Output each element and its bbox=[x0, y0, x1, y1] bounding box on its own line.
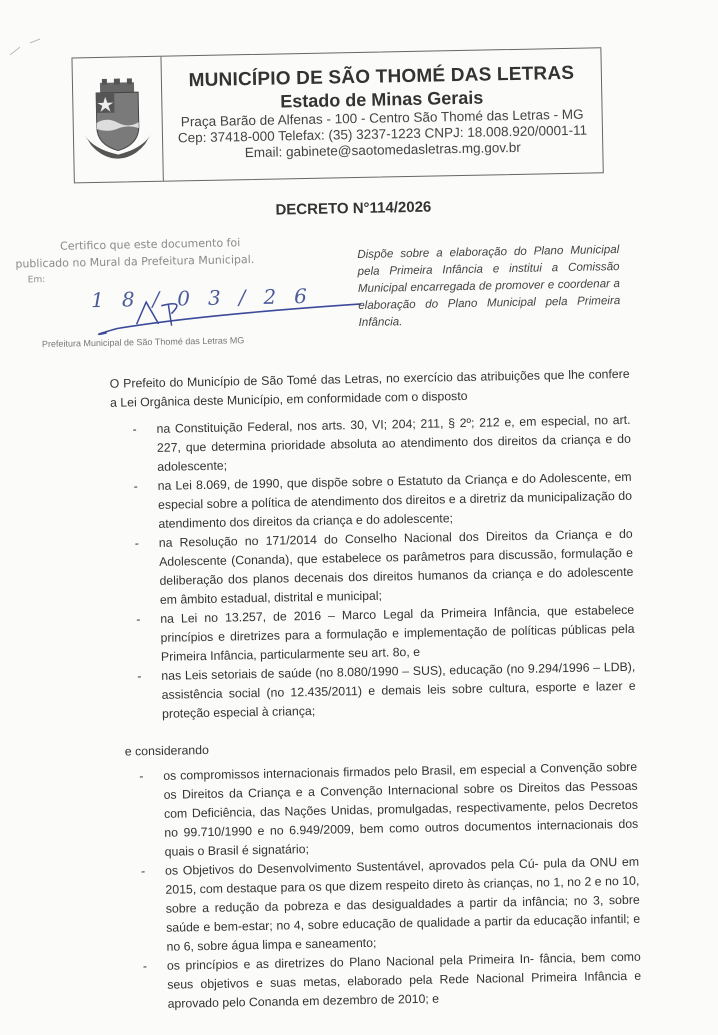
preamble: O Prefeito do Município de São Tomé das Letras, no exercício das atribuições que lhe confere a Lei Orgânica deste Município, em conformidade com o disposto bbox=[109, 366, 630, 410]
list-item: - nas Leis setoriais de saúde (no 8.080/1990 – SUS), educação (no 9.294/1996 – LDB), assistência social (no 12.435/2011) e demais leis sobre cultura, esporte e lazer e proteção especial à criança; bbox=[115, 658, 636, 725]
stamp-footer: Prefeitura Municipal de São Thomé das Letras MG bbox=[41, 335, 245, 350]
list-item: - na Resolução no 171/2014 do Conselho Nacional dos Direitos da Criança e do Adolescente (Conanda), que estabelece os parâmetros para discussão, formulação e deliberação dos planos decenais dos direitos humanos da criança e do adolescente em âmbito estadual, distrital e municipal; bbox=[113, 525, 634, 611]
state-name: Estado de Minas Gerais bbox=[280, 87, 484, 112]
stamp-date: 18/03/26 bbox=[90, 283, 326, 313]
contact-info: Cep: 37418-000 Telefax: (35) 3237-1223 CNPJ: 18.008.920/0001-11 bbox=[177, 122, 588, 146]
municipality-name: MUNICÍPIO DE SÃO THOMÉ DAS LETRAS bbox=[188, 62, 575, 92]
signature bbox=[76, 290, 367, 341]
stamp-date-prefix: Em: bbox=[27, 275, 46, 286]
list-item: - os princípios e as diretrizes do Plano Nacional pela Primeira In- fância, bem como seus objetivos e suas metas, elaborado pela Rede Nacional Primeira Infância e aprovado pelo Conanda em dezembro de 2010; e bbox=[121, 948, 642, 1015]
stamp-line-1: Certifico que este documento foi bbox=[59, 236, 241, 253]
decree-summary: Dispõe sobre a elaboração do Plano Municipal pela Primeira Infância e institui a Comissão Municipal encarregada de promover e coordenar a elaboração do Plano Municipal pela Primeira Infância. bbox=[357, 242, 621, 329]
publication-stamp bbox=[15, 234, 274, 290]
letterhead-text bbox=[161, 48, 602, 180]
considering-label: e considerando bbox=[124, 742, 209, 759]
list-item: - na Constituição Federal, nos arts. 30, VI; 204; 211, § 2º; 212 e, em especial, no art. 227, que determina prioridade absoluta ao atendimento dos direitos da criança e do adolescente; bbox=[110, 411, 631, 478]
legal-basis-list bbox=[110, 411, 636, 725]
coat-of-arms-icon bbox=[82, 78, 154, 161]
logo-cell bbox=[72, 57, 163, 183]
list-item: - na Lei 8.069, de 1990, que dispõe sobre o Estatuto da Criança e do Adolescente, em especial sobre a política de atendimento dos direitos e a diretriz da municipalização do atendimento dos direitos da criança e do adolescente; bbox=[112, 468, 633, 535]
stamp-line-2: publicado no Mural da Prefeitura Municipal. bbox=[15, 252, 255, 271]
decree-body bbox=[110, 365, 643, 1033]
email: Email: gabinete@saotomedasletras.mg.gov.br bbox=[244, 139, 521, 161]
list-item: - na Lei no 13.257, de 2016 – Marco Legal da Primeira Infância, que estabelece princípios e diretrizes para a formulação e implementação de políticas públicas pela Primeira Infância, particularmente seu art. 8o, e bbox=[114, 601, 635, 668]
letterhead bbox=[71, 47, 603, 183]
list-item: - os compromissos internacionais firmados pelo Brasil, em especial a Convenção sobre os Direitos da Criança e a Convenção Internacional sobre os Direitos das Pessoas com Deficiência, das Nações Unidas, promulgadas, respectivamente, pelos Decretos no 99.710/1990 e no 6.949/2009, bem como outros documentos internacionais dos quais o Brasil é signatário; bbox=[117, 758, 639, 863]
decree-title: DECRETO N°114/2026 bbox=[275, 198, 432, 219]
considerations-list bbox=[117, 758, 642, 1015]
list-item: - os Objetivos do Desenvolvimento Sustentável, aprovados pela Cú- pula da ONU em 2015, com destaque para os que dizem respeito direto às crianças, no 1, no 2 e no 10, sobre a redução da pobreza e das desigualdades a partir da infância; no 3, sobre saúde e bem-estar; no 4, sobre educação de qualidade a partir da educação infantil; e no 6, sobre água limpa e saneamento; bbox=[119, 853, 641, 958]
address: Praça Barão de Alfenas - 100 - Centro São Thomé das Letras - MG bbox=[180, 106, 584, 130]
